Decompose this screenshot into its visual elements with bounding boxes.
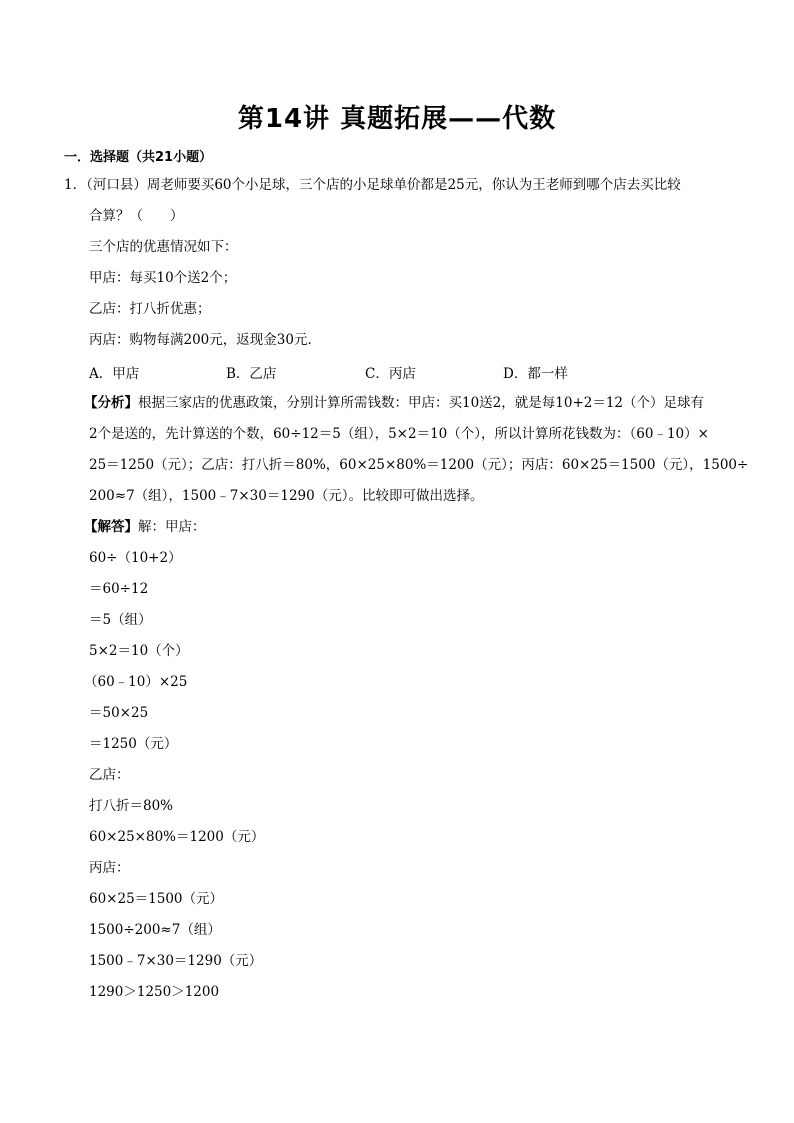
option-d: D．都一样 bbox=[503, 366, 568, 382]
question-stem-line-1: 1．（河口县）周老师要买60个小足球，三个店的小足球单价都是25元，你认为王老师到哪个店去买比较 bbox=[64, 177, 681, 193]
solution-head-text: 解：甲店： bbox=[138, 519, 206, 535]
solution-step: 60×25×80%＝1200（元） bbox=[89, 829, 265, 845]
solution-step: ＝50×25 bbox=[89, 705, 149, 721]
discount-intro: 三个店的优惠情况如下： bbox=[89, 239, 238, 255]
analysis-line-4: 200≈7（组），1500﹣7×30＝1290（元）。比较即可做出选择。 bbox=[89, 488, 484, 504]
section-heading: 一．选择题（共21小题） bbox=[64, 150, 213, 165]
shop-c-offer: 丙店：购物每满200元，返现金30元． bbox=[89, 332, 321, 348]
solution-step: 丙店： bbox=[89, 860, 130, 876]
solution-step: 5×2＝10（个） bbox=[89, 643, 189, 659]
solution-step: 打八折＝80% bbox=[89, 798, 174, 814]
solution-step: （60﹣10）×25 bbox=[84, 674, 188, 690]
analysis-line-1 bbox=[84, 394, 704, 412]
solution-step: 1500÷200≈7（组） bbox=[89, 922, 221, 938]
shop-a-offer: 甲店：每买10个送2个； bbox=[89, 270, 237, 286]
solution-step: ＝60÷12 bbox=[89, 581, 149, 597]
solution-step: ＝1250（元） bbox=[89, 736, 178, 752]
solution-head bbox=[84, 518, 206, 536]
shop-b-offer: 乙店：打八折优惠； bbox=[89, 301, 211, 317]
solution-step: ＝5（组） bbox=[89, 612, 152, 628]
analysis-text-1: 根据三家店的优惠政策，分别计算所需钱数：甲店：买10送2，就是每10+2＝12（个）足球有 bbox=[138, 395, 705, 411]
page-title: 第14讲 真题拓展——代数 bbox=[237, 104, 557, 134]
analysis-line-2: 2个是送的，先计算送的个数，60÷12＝5（组），5×2＝10（个），所以计算所花钱数为：（60﹣10）× bbox=[89, 426, 709, 442]
solution-step: 乙店： bbox=[89, 767, 130, 783]
solution-step: 1500﹣7×30＝1290（元） bbox=[89, 953, 263, 969]
option-b: B．乙店 bbox=[226, 366, 277, 382]
analysis-line-3: 25＝1250（元）；乙店：打八折＝80%，60×25×80%＝1200（元）；丙店：60×25＝1500（元），1500÷ bbox=[89, 457, 749, 473]
solution-step: 60÷（10+2） bbox=[89, 550, 182, 566]
solution-tag: 【解答】 bbox=[84, 519, 138, 535]
option-a: A．甲店 bbox=[89, 366, 140, 382]
option-c: C．丙店 bbox=[365, 366, 416, 382]
solution-step: 60×25＝1500（元） bbox=[89, 891, 224, 907]
analysis-tag: 【分析】 bbox=[84, 395, 138, 411]
solution-step: 1290＞1250＞1200 bbox=[89, 984, 220, 1000]
question-stem-line-2: 合算？（ ） bbox=[89, 208, 184, 224]
